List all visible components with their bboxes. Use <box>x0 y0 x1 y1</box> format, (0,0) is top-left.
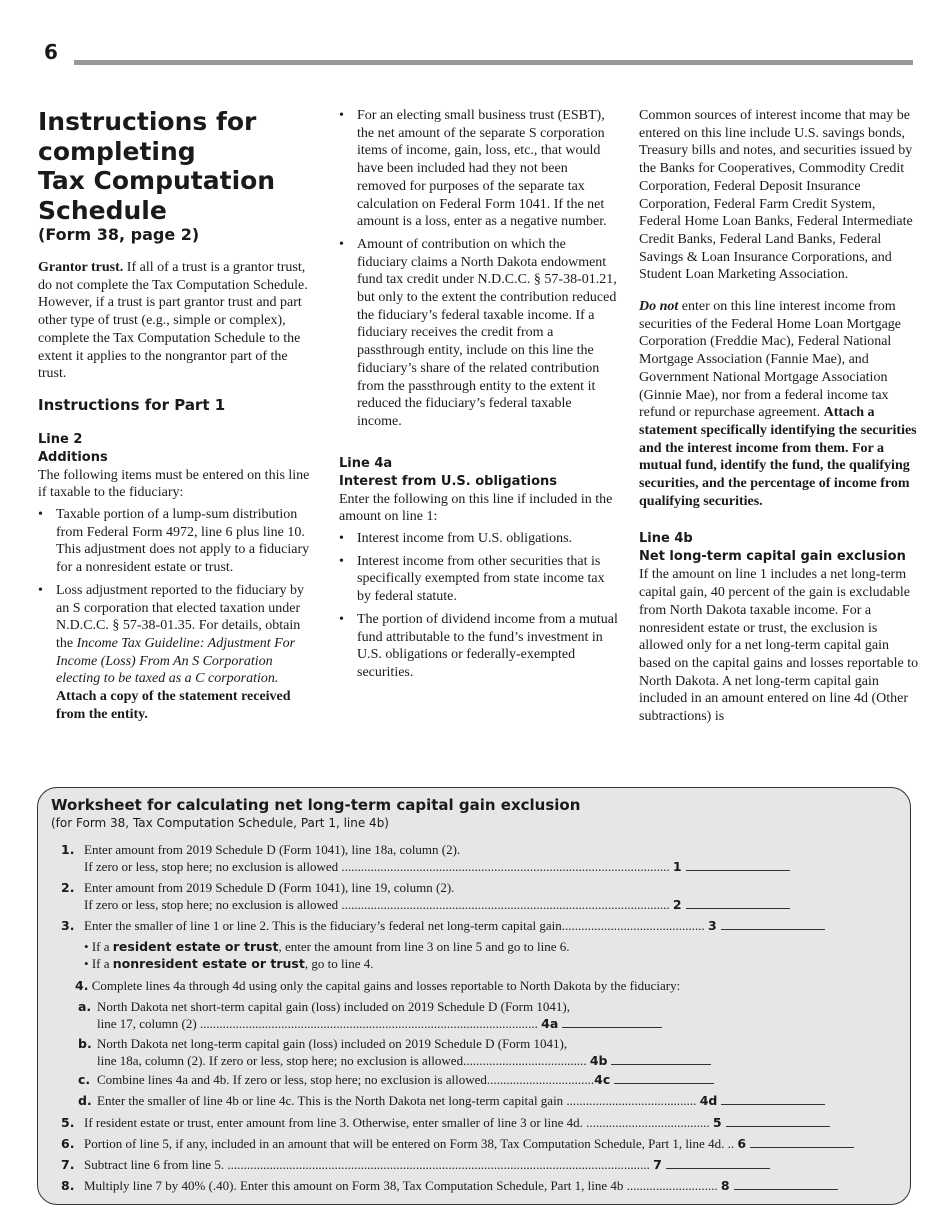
worksheet-line-6 <box>61 1135 854 1152</box>
line-4a-text-2: line 17, column (2) ........................................................................................................ <box>97 1016 538 1031</box>
line-4-text: Complete lines 4a through 4d using only the capital gains and losses reportable to North Dakota by the fiduciary: <box>91 978 681 993</box>
worksheet-line-4d <box>78 1092 825 1109</box>
title-line-4: Schedule <box>38 195 167 225</box>
line-6-number: 6. <box>61 1136 75 1151</box>
line-7-code: 7 <box>653 1157 662 1172</box>
line-4a-text-1: North Dakota net short-term capital gain (loss) included on 2019 Schedule D (Form 1041), <box>97 999 570 1014</box>
col2-bullet-1: • For an electing small business trust (ESBT), the net amount of the separate S corporation items of income, gain, loss, etc., that would have been included had they not been removed for purposes of the separate tax calculation on Federal Form 1041. If the net amount is a loss, enter as a negative number. <box>339 107 619 231</box>
line-7-number: 7. <box>61 1157 75 1172</box>
worksheet-line-7 <box>61 1156 770 1173</box>
line-7-text: Subtract line 6 from line 5. .................................................................................................................................. <box>84 1157 650 1172</box>
line-4d-text: Enter the smaller of line 4b or line 4c. This is the North Dakota net long-term capital gain ........................................ <box>97 1093 697 1108</box>
line-6-text: Portion of line 5, if any, included in an amount that will be entered on Form 38, Tax Computation Schedule, Part 1, line 4d. .. <box>84 1136 735 1151</box>
line-5-answer-field[interactable] <box>726 1114 830 1127</box>
line-4d-answer-field[interactable] <box>721 1092 825 1105</box>
line-4d-letter: d. <box>78 1093 92 1108</box>
line2-title: Additions <box>38 449 108 465</box>
line-4b-answer-field[interactable] <box>611 1052 711 1065</box>
line2-number: Line 2 <box>38 431 83 447</box>
worksheet-line-8 <box>61 1177 838 1194</box>
line-1-answer-field[interactable] <box>686 858 790 871</box>
line4a-bullet-1: • Interest income from U.S. obligations. <box>339 530 619 548</box>
line-3-code: 3 <box>707 918 717 933</box>
title-line-3: Tax Computation <box>38 166 276 195</box>
line-3-bullet-1: • If a resident estate or trust, enter the amount from line 3 on line 5 and go to line 6. <box>84 939 570 954</box>
attach-statement-bold: Attach a statement specifically identifying the securities and the interest income from them. For a mutual fund, identify the fund, the qualifying securities, and the percentage of income from qualifying securities. <box>639 405 917 509</box>
page-number: 6 <box>44 40 58 64</box>
line-3-text: Enter the smaller of line 1 or line 2. This is the fiduciary’s federal net long-term capital gain............................................ <box>84 918 705 933</box>
page-subtitle: (Form 38, page 2) <box>38 225 200 244</box>
line-4-number: 4. <box>75 978 89 993</box>
do-not-paragraph <box>639 298 919 510</box>
line-4b-text-1: North Dakota net long-term capital gain (loss) included on 2019 Schedule D (Form 1041), <box>97 1036 568 1051</box>
line4b-text: If the amount on line 1 includes a net long-term capital gain, 40 percent of the gain is excludable from North Dakota taxable income. For a nonresident estate or trust, the exclusion is allowed only for a net long-term capital gain based on the capital gains and losses reportable to North Dakota. A net long-term capital gain included in an amount entered on line 4d (Other subtractions) is <box>639 567 919 725</box>
line-1-code: 1 <box>672 859 682 874</box>
line-8-number: 8. <box>61 1178 75 1193</box>
grantor-trust-text: If all of a trust is a grantor trust, do not complete the Tax Computation Schedule. However, if a trust is part grantor trust and part other type of trust (e.g., simple or complex), complete the Tax Computation Schedule to the extent it applies to the nongrantor part of the trust. <box>38 260 308 382</box>
line-2-code: 2 <box>672 897 682 912</box>
line4a-bullet-3: • The portion of dividend income from a mutual fund attributable to the fund’s investment in U.S. obligations or federally-exempted securities. <box>339 611 619 682</box>
do-not-text: enter on this line interest income from securities of the Federal Home Loan Mortgage Corporation (Freddie Mac), Federal National Mortgage Association (Fannie Mae), and Government National Mortgage Association (Ginnie Mae), nor from a federal income tax refund or repurchase agreement. <box>639 299 902 421</box>
worksheet-line-4c <box>78 1071 714 1088</box>
column-2 <box>339 107 619 692</box>
line-2-text-b: If zero or less, stop here; no exclusion is allowed ..................................................................................................... <box>84 897 670 912</box>
line4a-bullets <box>339 530 619 682</box>
line-3-bullets <box>84 938 569 972</box>
worksheet-subtitle: (for Form 38, Tax Computation Schedule, Part 1, line 4b) <box>51 816 389 830</box>
line-4b-letter: b. <box>78 1036 92 1051</box>
worksheet-line-1 <box>61 841 790 875</box>
line-4c-answer-field[interactable] <box>614 1071 714 1084</box>
line-4c-text: Combine lines 4a and 4b. If zero or less, stop here; no exclusion is allowed................................. <box>97 1072 595 1087</box>
worksheet-title: Worksheet for calculating net long-term capital gain exclusion <box>51 796 581 814</box>
line-6-code: 6 <box>737 1136 747 1151</box>
line-2-number: 2. <box>61 880 75 895</box>
col2-bullets <box>339 107 619 431</box>
worksheet-line-4 <box>75 977 680 994</box>
line-4b-text-2: line 18a, column (2). If zero or less, stop here; no exclusion is allowed...................................... <box>97 1053 587 1068</box>
line-5-code: 5 <box>712 1115 722 1130</box>
worksheet-line-2 <box>61 879 790 913</box>
worksheet-line-4b <box>78 1035 711 1069</box>
line-1-text-a: Enter amount from 2019 Schedule D (Form 1041), line 18a, column (2). <box>84 842 461 857</box>
page-title <box>38 107 318 225</box>
bullet2-italic: Income Tax Guideline: Adjustment For Income (Loss) From An S Corporation electing to be taxed as a C corporation. <box>56 635 296 687</box>
line4a-intro: Enter the following on this line if included in the amount on line 1: <box>339 491 613 525</box>
title-line-1: Instructions for <box>38 107 257 136</box>
line2-intro: The following items must be entered on this line if taxable to the fiduciary: <box>38 467 310 501</box>
line-3-bullet-2: • If a nonresident estate or trust, go to line 4. <box>84 956 374 971</box>
line2-bullets <box>38 506 318 723</box>
grantor-trust-heading: Grantor trust. <box>38 260 124 275</box>
line4b-title: Net long-term capital gain exclusion <box>639 549 906 565</box>
line-2-answer-field[interactable] <box>686 896 790 909</box>
line-8-answer-field[interactable] <box>734 1177 838 1190</box>
line-4a-code: 4a <box>541 1016 559 1031</box>
line-3-number: 3. <box>61 918 75 933</box>
line-7-answer-field[interactable] <box>666 1156 770 1169</box>
part1-heading: Instructions for Part 1 <box>38 395 226 414</box>
line-3-answer-field[interactable] <box>721 917 825 930</box>
line-4c-code: 4c <box>594 1072 611 1087</box>
line-4b-code: 4b <box>589 1053 608 1068</box>
line-8-code: 8 <box>720 1178 730 1193</box>
line-4a-letter: a. <box>78 999 92 1014</box>
title-line-2: completing <box>38 136 196 166</box>
grantor-trust-paragraph <box>38 259 318 383</box>
col2-bullet-2: • Amount of contribution on which the fiduciary claims a North Dakota endowment fund tax credit under N.D.C.C. § 57-38-01.21, but only to the extent the contribution reduced the fiduciary’s federal taxable income. If a fiduciary receives the credit from a passthrough entity, include on this line the fiduciary’s share of the related contribution from the passthrough entity to the extent it reduced the fiduciary’s federal taxable income. <box>339 236 619 431</box>
line-5-text: If resident estate or trust, enter amount from line 3. Otherwise, enter smaller of line 3 or line 4d. ...................................... <box>84 1115 710 1130</box>
line-1-text-b: If zero or less, stop here; no exclusion is allowed ..................................................................................................... <box>84 859 670 874</box>
line-4d-code: 4d <box>699 1093 718 1108</box>
column-3 <box>639 107 919 726</box>
bullet2-bold: Attach a copy of the statement received from the entity. <box>56 689 291 722</box>
line-6-answer-field[interactable] <box>750 1135 854 1148</box>
line4b-number: Line 4b <box>639 531 693 547</box>
column-1 <box>38 107 318 733</box>
do-not-emphasis: Do not <box>639 299 679 315</box>
line-4c-letter: c. <box>78 1072 91 1087</box>
bullet2-text: Loss adjustment reported to the fiduciary by an S corporation that elected taxation under N.D.C.C. § 57-38-01.35. For details, obtain the <box>56 582 305 651</box>
line-1-number: 1. <box>61 842 75 857</box>
line2-bullet-2 <box>38 582 318 724</box>
line2-bullet-1: • Taxable portion of a lump-sum distribution from Federal Form 4972, line 6 plus line 10. This adjustment does not apply to a fiduciary for a nonresident estate or trust. <box>38 506 318 577</box>
header-rule <box>74 60 913 65</box>
line-5-number: 5. <box>61 1115 75 1130</box>
worksheet-line-5 <box>61 1114 830 1131</box>
line-4a-answer-field[interactable] <box>562 1015 662 1028</box>
line-8-text: Multiply line 7 by 40% (.40). Enter this amount on Form 38, Tax Computation Schedule, Part 1, line 4b ............................ <box>84 1178 718 1193</box>
worksheet-line-3 <box>61 917 825 934</box>
line-2-text-a: Enter amount from 2019 Schedule D (Form 1041), line 19, column (2). <box>84 880 455 895</box>
capital-gain-worksheet <box>37 787 911 1205</box>
line4a-title: Interest from U.S. obligations <box>339 473 558 489</box>
line4a-number: Line 4a <box>339 455 393 471</box>
worksheet-line-4a <box>78 998 662 1032</box>
interest-sources-paragraph: Common sources of interest income that may be entered on this line include U.S. savings bonds, Treasury bills and notes, and securities issued by the Banks for Cooperatives, Commodity Credit Corporation, Federal Deposit Insurance Corporation, Federal Farm Credit System, Federal Home Loan Banks, Federal Intermediate Credit Banks, Federal Land Banks, Federal Savings & Loan Insurance Corporations, and Student Loan Marketing Association. <box>639 108 913 283</box>
line4a-bullet-2: • Interest income from other securities that is specifically exempted from state income tax by federal statute. <box>339 553 619 606</box>
